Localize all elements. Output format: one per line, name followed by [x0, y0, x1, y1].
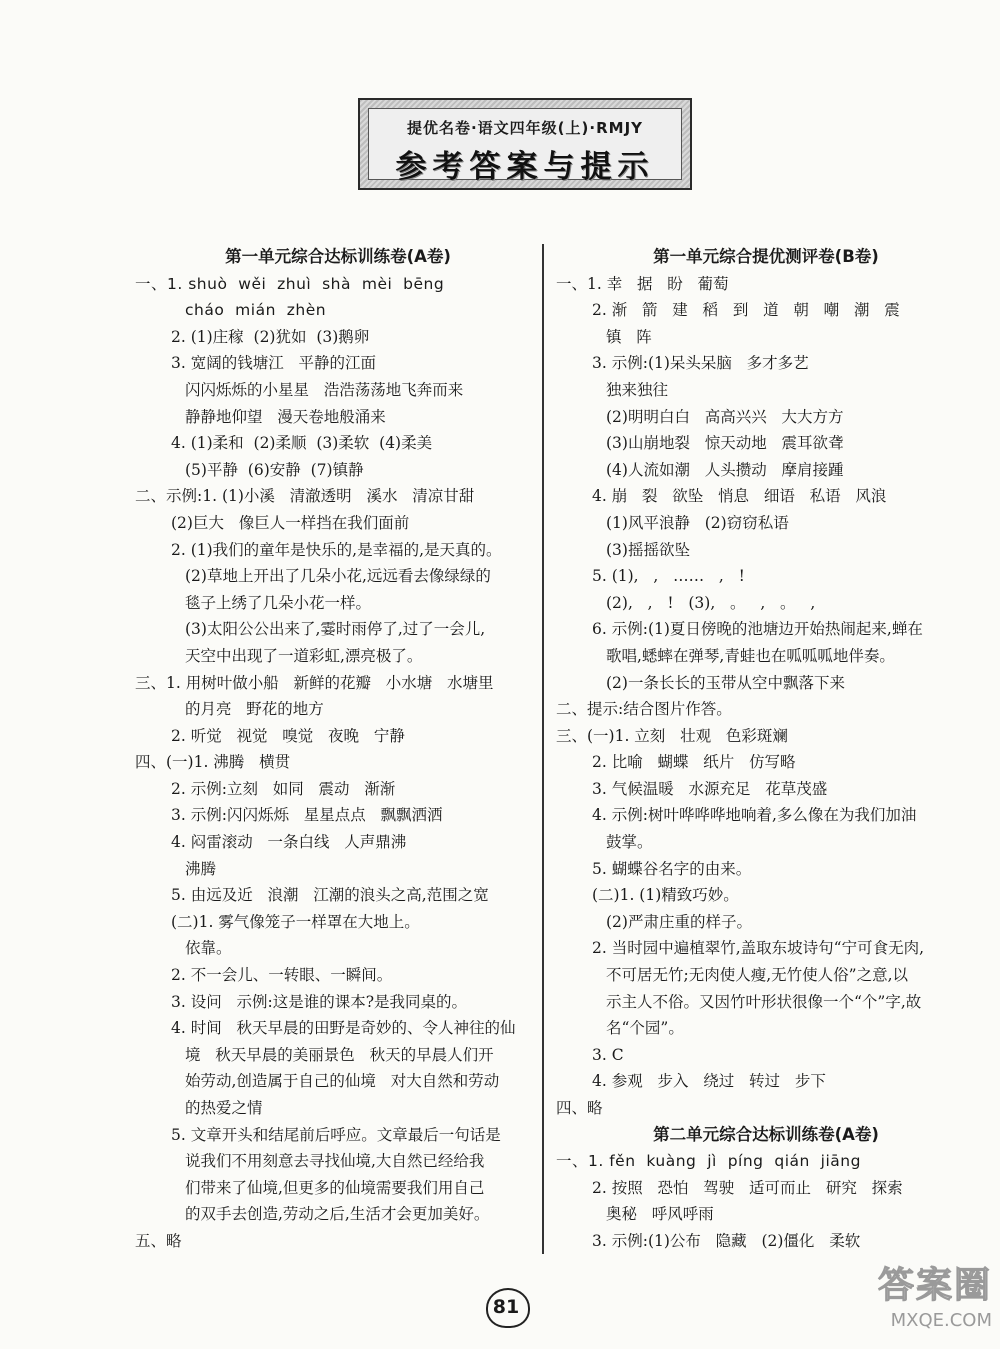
page-number-badge [468, 1286, 544, 1328]
right-answer-line: 2. 当时园中遍植翠竹,盖取东坡诗句“宁可食无肉, [592, 939, 924, 958]
left-answer-line: 静静地仰望 漫天卷地般涌来 [185, 407, 386, 426]
right-answer-line: 4. 崩 裂 欲坠 悄息 细语 私语 风浪 [592, 487, 887, 506]
left-answer-line: 沸腾 [185, 859, 217, 878]
right-answer-line: 一、1. fěn kuàng jì píng qián jiāng [556, 1152, 861, 1171]
right-answer-line: 示主人不俗。又因竹叶形状很像一个“个”字,故 [606, 992, 922, 1011]
right-answer-line: 二、提示:结合图片作答。 [556, 700, 732, 719]
watermark [822, 1264, 992, 1342]
right-answer-line: (4)人流如潮 人头攒动 摩肩接踵 [606, 460, 844, 479]
left-answer-line: 们带来了仙境,但更多的仙境需要我们用自己 [185, 1178, 485, 1197]
left-answer-line: (2)草地上开出了几朵小花,远远看去像绿绿的 [185, 567, 491, 586]
left-answer-line: 3. 宽阔的钱塘江 平静的江面 [171, 354, 376, 373]
right-answer-line: 6. 示例:(1)夏日傍晚的池塘边开始热闹起来,蝉在 [592, 620, 923, 639]
left-answer-line: 说我们不用刻意去寻找仙境,大自然已经给我 [185, 1152, 485, 1171]
watermark-url: MXQE.COM [890, 1310, 992, 1331]
right-answer-line: 3. 示例:(1)公布 隐藏 (2)僵化 柔软 [592, 1231, 861, 1250]
left-answer-line: 3. 示例:闪闪烁烁 星星点点 飘飘洒洒 [171, 806, 443, 825]
left-answer-column [135, 244, 533, 1255]
right-answer-line: 歌唱,蟋蟀在弹琴,青蛙也在呱呱呱地伴奏。 [606, 646, 895, 665]
right-answer-line: 鼓掌。 [606, 833, 653, 852]
left-answer-line: 四、(一)1. 沸腾 横贯 [135, 753, 291, 772]
left-section-heading: 第一单元综合达标训练卷(A卷) [225, 247, 451, 266]
right-answer-line: 四、略 [556, 1099, 603, 1117]
right-answer-line: (二)1. (1)精致巧妙。 [592, 886, 739, 905]
right-answer-line: 3. C [592, 1045, 624, 1064]
left-answer-line: 4. 闷雷滚动 一条白线 人声鼎沸 [171, 833, 407, 852]
left-answer-line: 天空中出现了一道彩虹,漂亮极了。 [185, 646, 423, 665]
right-answer-line: (3)山崩地裂 惊天动地 震耳欲聋 [606, 434, 844, 453]
right-answer-line: (3)摇摇欲坠 [606, 540, 690, 559]
left-answer-line: 的月亮 野花的地方 [185, 700, 324, 719]
right-answer-line: (2)一条长长的玉带从空中飘落下来 [606, 673, 845, 692]
watermark-logo: 答案圈 [877, 1265, 992, 1306]
title-banner [358, 98, 692, 190]
column-divider [542, 244, 544, 1254]
left-answer-line: (3)太阳公公出来了,霎时雨停了,过了一会儿, [185, 620, 486, 639]
left-answer-line: 5. 文章开头和结尾前后呼应。文章最后一句话是 [171, 1125, 501, 1144]
right-answer-line: 2. 比喻 蝴蝶 纸片 仿写略 [592, 753, 796, 772]
right-answer-line: 奥秘 呼风呼雨 [606, 1205, 714, 1224]
left-answer-line: 4. 时间 秋天早晨的田野是奇妙的、令人神往的仙 [171, 1019, 516, 1038]
left-answer-line: 毯子上绣了几朵小花一样。 [185, 593, 372, 612]
right-section-heading: 第二单元综合达标训练卷(A卷) [653, 1124, 879, 1144]
left-answer-line: 2. 听觉 视觉 嗅觉 夜晚 宁静 [171, 726, 405, 745]
right-answer-column [556, 244, 976, 1255]
right-answer-line: (1)风平浪静 (2)窃窃私语 [606, 513, 789, 532]
right-answer-line: 2. 按照 恐怕 驾驶 适可而止 研究 探索 [592, 1178, 903, 1197]
right-answer-line: 名“个园”。 [606, 1019, 684, 1038]
book-subtitle: 提优名卷·语文四年级(上)·RMJY [406, 119, 644, 137]
right-answer-line: 3. 气候温暖 水源充足 花草茂盛 [592, 779, 828, 798]
right-answer-line: 镇 阵 [606, 327, 652, 346]
title-banner-inner [368, 108, 682, 185]
right-answer-line: (2), , ! (3), 。 , 。 , [606, 593, 816, 612]
left-answer-line: 2. (1)我们的童年是快乐的,是幸福的,是天真的。 [171, 540, 502, 559]
right-answer-line: 4. 参观 步入 绕过 转过 步下 [592, 1072, 826, 1091]
right-answer-line: 不可居无竹;无肉使人瘦,无竹使人俗”之意,以 [606, 966, 909, 985]
left-answer-line: 2. 不一会儿、一转眼、一瞬间。 [171, 966, 393, 985]
left-answer-line: 依靠。 [185, 939, 232, 958]
left-answer-line: 2. (1)庄稼 (2)犹如 (3)鹅卵 [171, 327, 370, 346]
left-answer-line: (二)1. 雾气像笼子一样罩在大地上。 [171, 912, 420, 931]
left-answer-line: (5)平静 (6)安静 (7)镇静 [185, 460, 364, 479]
left-answer-line: 5. 由远及近 浪潮 江潮的浪头之高,范围之宽 [171, 886, 489, 905]
right-section-heading: 第一单元综合提优测评卷(B卷) [653, 247, 879, 266]
right-answer-line: 2. 渐 箭 建 稻 到 道 朝 嘲 潮 震 [592, 301, 900, 320]
right-answer-line: 5. 蝴蝶谷名字的由来。 [592, 859, 752, 878]
page-number: 81 [492, 1296, 520, 1318]
left-answer-line: 境 秋天早晨的美丽景色 秋天的早晨人们开 [185, 1045, 494, 1064]
left-answer-line: 二、示例:1. (1)小溪 清澈透明 溪水 清凉甘甜 [135, 487, 475, 506]
right-answer-line: 独来独往 [606, 380, 669, 399]
page-title: 参考答案与提示 [395, 149, 655, 185]
left-answer-line: 闪闪烁烁的小星星 浩浩荡荡地飞奔而来 [185, 380, 464, 399]
left-answer-line: 始劳动,创造属于自己的仙境 对大自然和劳动 [185, 1072, 500, 1091]
left-answer-line: 2. 示例:立刻 如同 震动 渐渐 [171, 779, 396, 798]
right-answer-line: 三、(一)1. 立刻 壮观 色彩斑斓 [556, 726, 788, 745]
right-answer-line: (2)严肃庄重的样子。 [606, 912, 752, 931]
right-answer-line: (2)明明白白 高高兴兴 大大方方 [606, 407, 844, 426]
right-answer-line: 5. (1), , …… , ! [592, 567, 745, 586]
left-answer-line: 4. (1)柔和 (2)柔顺 (3)柔软 (4)柔美 [171, 434, 433, 453]
right-answer-line: 3. 示例:(1)呆头呆脑 多才多艺 [592, 354, 809, 373]
right-answer-line: 一、1. 幸 据 盼 葡萄 [556, 274, 729, 293]
right-answer-line: 4. 示例:树叶哗哗哗地响着,多么像在为我们加油 [592, 806, 917, 825]
left-answer-line: cháo mián zhèn [185, 301, 327, 320]
left-answer-line: 3. 设问 示例:这是谁的课本?是我同桌的。 [171, 992, 468, 1011]
left-answer-line: (2)巨大 像巨人一样挡在我们面前 [171, 513, 410, 532]
left-answer-line: 的双手去创造,劳动之后,生活才会更加美好。 [185, 1205, 490, 1224]
left-answer-line: 五、略 [135, 1231, 182, 1250]
left-answer-line: 一、1. shuò wěi zhuì shà mèi bēng [135, 274, 445, 293]
left-answer-line: 的热爱之情 [185, 1099, 263, 1117]
left-answer-line: 三、1. 用树叶做小船 新鲜的花瓣 小水塘 水塘里 [135, 673, 494, 692]
